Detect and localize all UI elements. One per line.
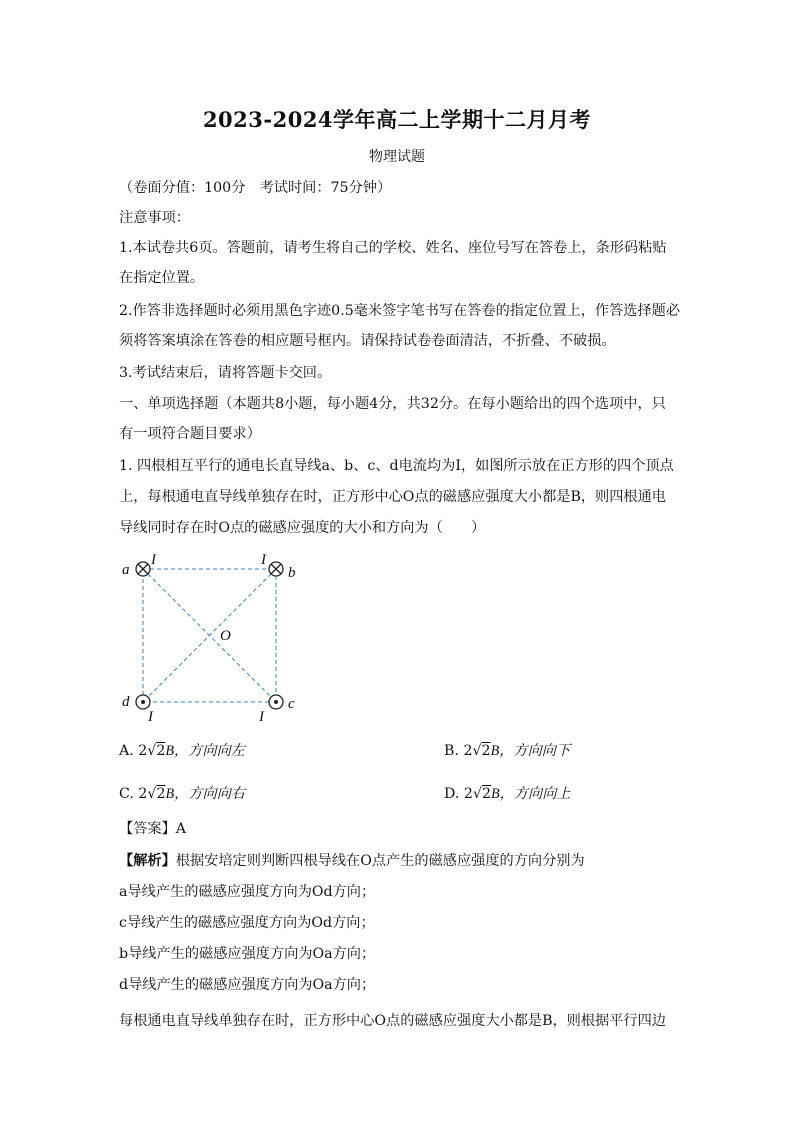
- analysis-last: 每根通电直导线单独存在时，正方形中心O点的磁感应强度大小都是B，则根据平行四边: [119, 1013, 666, 1029]
- option-c[interactable]: C. 2√2B，方向向右: [119, 786, 246, 802]
- label-a: a: [122, 562, 130, 578]
- subject-title: 物理试题: [369, 149, 425, 165]
- wire-d-out-icon: [136, 695, 150, 709]
- section-heading: 一、单项选择题（本题共8小题，每小题4分，共32分。在每小题给出的四个选项中，只: [119, 396, 666, 412]
- option-d[interactable]: D. 2√2B，方向向上: [444, 786, 571, 802]
- sqrt-icon: √2: [147, 786, 166, 802]
- label-center: O: [220, 628, 231, 644]
- question-1-text-cont: 上，每根通电直导线单独存在时，正方形中心O点的磁感应强度大小都是B，则四根通电: [119, 489, 666, 505]
- answer-line: 【答案】A: [119, 821, 186, 837]
- question-1-text: 1. 四根相互平行的通电长直导线a、b、c、d电流均为I，如图所示放在正方形的四个顶点: [119, 458, 674, 474]
- wire-b-into-icon: [269, 562, 283, 576]
- sqrt-icon: √2: [472, 743, 491, 759]
- wire-square-diagram: [118, 550, 308, 725]
- notice-item-3: 3.考试结束后，请将答题卡交回。: [119, 365, 332, 381]
- notice-item-1-cont: 在指定位置。: [119, 270, 205, 286]
- current-d: I: [148, 709, 153, 725]
- sqrt-icon: √2: [147, 743, 166, 759]
- current-a: I: [151, 552, 156, 568]
- label-d: d: [122, 694, 130, 710]
- notice-heading: 注意事项：: [119, 210, 190, 226]
- sqrt-icon: √2: [472, 786, 491, 802]
- exam-meta: （卷面分值：100分 考试时间：75分钟）: [119, 180, 392, 196]
- page-title: 2023-2024学年高二上学期十二月月考: [202, 107, 592, 132]
- option-a[interactable]: A. 2√2B，方向向左: [119, 743, 245, 759]
- analysis-d: d导线产生的磁感应强度方向为Oa方向；: [119, 977, 376, 993]
- notice-item-1: 1.本试卷共6页。答题前，请考生将自己的学校、姓名、座位号写在答卷上，条形码粘贴: [119, 240, 667, 256]
- label-c: c: [288, 696, 295, 712]
- analysis-b: b导线产生的磁感应强度方向为Oa方向；: [119, 946, 376, 962]
- analysis-c: c导线产生的磁感应强度方向为Od方向；: [119, 915, 375, 931]
- section-heading-cont: 有一项符合题目要求）: [119, 426, 261, 442]
- label-b: b: [288, 565, 296, 581]
- analysis-a: a导线产生的磁感应强度方向为Od方向；: [119, 884, 376, 900]
- wire-c-out-icon: [269, 695, 283, 709]
- analysis-intro: 【解析】根据安培定则判断四根导线在O点产生的磁感应强度的方向分别为: [119, 853, 585, 869]
- question-1-text-cont2: 导线同时存在时O点的磁感应强度的大小和方向为（ ）: [119, 520, 486, 536]
- option-b[interactable]: B. 2√2B，方向向下: [444, 743, 571, 759]
- wire-a-into-icon: [136, 562, 150, 576]
- current-c: I: [259, 709, 264, 725]
- current-b: I: [261, 552, 266, 568]
- notice-item-2: 2.作答非选择题时必须用黑色字迹0.5毫米签字笔书写在答卷的指定位置上，作答选择题必: [119, 303, 681, 319]
- notice-item-2-cont: 须将答案填涂在答卷的相应题号框内。请保持试卷卷面清洁，不折叠、不破损。: [119, 333, 616, 349]
